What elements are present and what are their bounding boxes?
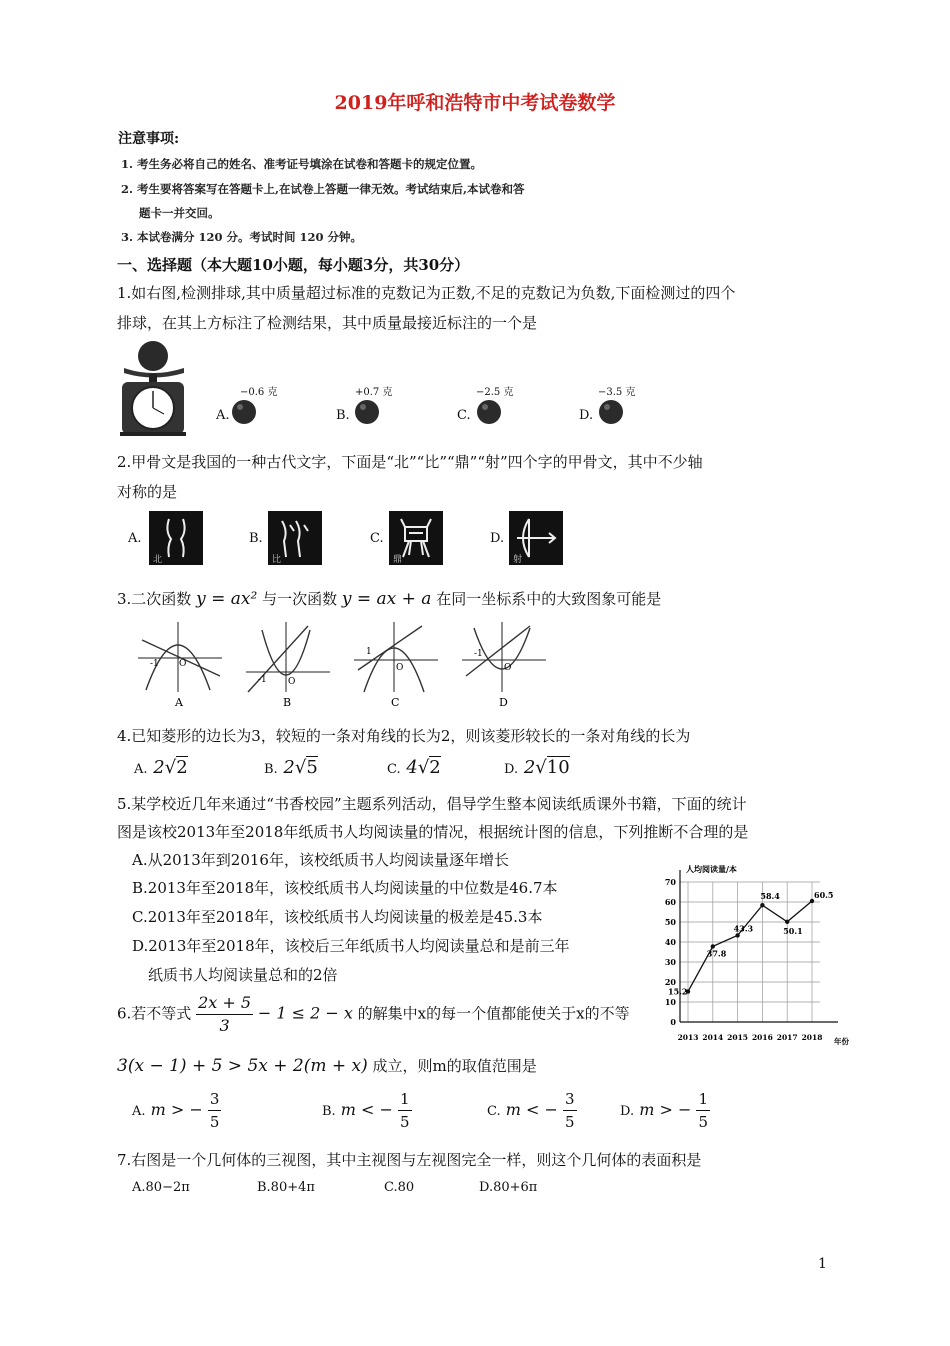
q7-option-b: B.80+4π: [257, 1180, 315, 1195]
q1-option-a-letter: A.: [216, 408, 230, 423]
chart-ytick-label: 0: [670, 1017, 676, 1027]
chart-data-label: 60.5: [814, 890, 834, 900]
page-title: 2019年呼和浩特市中考试卷数学: [334, 92, 616, 114]
scale-figure: [116, 338, 192, 438]
q3-linear: y = ax + a: [341, 589, 432, 609]
q1-ball-d-icon: [597, 398, 625, 426]
q3-label-a: A: [175, 696, 183, 709]
q6-line2-text: 成立，则m的取值范围是: [372, 1057, 537, 1075]
q6-line1: [117, 992, 630, 1037]
q3-graph-a: [136, 620, 226, 710]
oracle-bi-icon: [268, 511, 322, 565]
q2-option-c-letter: C.: [370, 531, 384, 546]
q4-option-c: C. 4√2: [387, 757, 441, 778]
q1-line1: 1.如右图,检测排球,其中质量超过标准的克数记为正数,不足的克数记为负数,下面检测过的四个: [117, 284, 736, 302]
q6-expression: 3(x − 1) + 5 > 5x + 2(m + x): [117, 1056, 368, 1076]
q6-prefix: 6.若不等式: [117, 1004, 192, 1023]
q5-line1: 5.某学校近几年来通过“书香校园”主题系列活动，倡导学生整本阅读纸质课外书籍，下面的统计: [117, 795, 747, 813]
q3-label-d: D: [499, 696, 508, 709]
q6-options: [132, 1088, 732, 1138]
chart-data-label: 15.2: [668, 986, 688, 997]
q2-char-b: 比: [272, 555, 282, 565]
chart-xlabel: 年份: [834, 1037, 849, 1046]
note-3: 3. 本试卷满分 120 分。考试时间 120 分钟。: [121, 230, 363, 244]
q1-option-d-value: −3.5 克: [598, 387, 636, 398]
q1-option-b-value: +0.7 克: [355, 387, 393, 398]
q3-mid: 与一次函数: [262, 590, 338, 608]
q1-line2: 排球，在其上方标注了检测结果，其中质量最接近标注的一个是: [117, 314, 538, 332]
q6-option-a: A. m > − $\frac{3}{5}$: [132, 1090, 220, 1131]
q1-ball-c-icon: [475, 398, 503, 426]
q6-option-d: D. m > − $\frac{1}{5}$: [620, 1090, 708, 1131]
q6-line2: [117, 1052, 537, 1080]
svg-text:-1: -1: [258, 675, 267, 685]
chart-point: [785, 920, 789, 924]
q1-option-b-letter: B.: [336, 408, 350, 423]
q3-prefix: 3.二次函数: [117, 590, 192, 608]
svg-text:-1: -1: [150, 659, 159, 669]
q6-option-b: B. m < − $\frac{1}{5}$: [322, 1090, 410, 1131]
chart-ytick-label: 50: [664, 917, 676, 927]
chart-xtick-label: 2014: [702, 1033, 724, 1042]
q2-line1: 2.甲骨文是我国的一种古代文字，下面是“北”“比”“鼎”“射”四个字的甲骨文，其中不少轴: [117, 453, 703, 471]
q1-ball-a-icon: [230, 398, 258, 426]
q1-option-c-letter: C.: [457, 408, 471, 423]
svg-text:O: O: [288, 677, 296, 687]
oracle-she-icon: [509, 511, 563, 565]
q2-char-a: 北: [153, 555, 163, 565]
svg-text:O: O: [504, 663, 512, 673]
svg-text:O: O: [179, 659, 187, 669]
chart-point: [735, 933, 739, 937]
q2-char-d: 射: [513, 555, 523, 565]
q7-text: 7.右图是一个几何体的三视图，其中主视图与左视图完全一样，则这个几何体的表面积是: [117, 1151, 702, 1169]
page-number: 1: [818, 1256, 827, 1272]
svg-text:O: O: [396, 663, 404, 673]
q1-option-a-value: −0.6 克: [240, 387, 278, 398]
note-2: 2. 考生要将答案写在答题卡上,在试卷上答题一律无效。考试结束后,本试卷和答: [121, 182, 525, 196]
chart-xtick-label: 2013: [677, 1033, 699, 1042]
q3-label-b: B: [283, 696, 292, 709]
chart-xtick-label: 2016: [751, 1033, 773, 1042]
q1-option-c-value: −2.5 克: [476, 387, 514, 398]
q5-option-a: A.从2013年到2016年，该校纸质书人均阅读量逐年增长: [132, 851, 509, 869]
q2-char-c: 鼎: [393, 555, 403, 565]
chart-ytick-label: 70: [664, 877, 676, 887]
q7-option-c: C.80: [384, 1180, 415, 1195]
chart-xtick-label: 2015: [727, 1033, 749, 1042]
notes-heading: 注意事项:: [118, 131, 180, 147]
chart-ytick-label: 20: [664, 977, 676, 987]
chart-data-label: 58.4: [760, 891, 780, 902]
q2-option-a-letter: A.: [128, 531, 142, 546]
q3-quadratic: y = ax²: [196, 589, 258, 609]
q6-inequality: − 1 ≤ 2 − x: [257, 1003, 353, 1023]
section-heading: 一、选择题（本大题10小题，每小题3分，共30分）: [117, 256, 470, 274]
q3-graph-b: [244, 620, 334, 710]
q7-option-d: D.80+6π: [479, 1180, 538, 1195]
q4-text: 4.已知菱形的边长为3，较短的一条对角线的长为2，则该菱形较长的一条对角线的长为: [117, 727, 691, 745]
q5-option-b: B.2013年至2018年，该校纸质书人均阅读量的中位数是46.7本: [132, 879, 558, 897]
q6-suffix: 的解集中x的每一个值都能使关于x的不等: [357, 1004, 630, 1023]
chart-point: [760, 903, 764, 907]
q6-fraction: $\frac{2x + 5}{3}$: [198, 993, 252, 1035]
q1-option-d-letter: D.: [579, 408, 594, 423]
q4-option-d: D. 2√10: [504, 757, 570, 778]
chart-ytick-label: 30: [664, 957, 676, 967]
q3-suffix: 在同一坐标系中的大致图象可能是: [436, 590, 662, 608]
chart-xtick-label: 2018: [801, 1033, 823, 1042]
q2-line2: 对称的是: [117, 483, 178, 501]
q3-graph-d: [460, 620, 550, 710]
chart-data-label: 43.3: [733, 923, 754, 934]
chart-ytick-label: 10: [664, 997, 676, 1007]
note-2-cont: 题卡一并交回。: [139, 206, 220, 220]
q6-option-c: C. m < − $\frac{3}{5}$: [487, 1090, 575, 1131]
chart-data-label: 50.1: [783, 925, 803, 936]
chart-data-label: 37.8: [706, 948, 727, 959]
chart-xtick-label: 2017: [776, 1033, 798, 1042]
oracle-bei-icon: [149, 511, 203, 565]
q4-option-a: A. 2√2: [134, 757, 188, 778]
q5-line2: 图是该校2013年至2018年纸质书人均阅读量的情况，根据统计图的信息，下列推断不合理的是: [117, 823, 749, 841]
q5-option-c: C.2013年至2018年，该校纸质书人均阅读量的极差是45.3本: [132, 908, 543, 926]
oracle-ding-icon: [389, 511, 443, 565]
q2-option-d-letter: D.: [490, 531, 505, 546]
q7-option-a: A.80−2π: [132, 1180, 190, 1195]
svg-text:1: 1: [366, 647, 372, 657]
note-1: 1. 考生务必将自己的姓名、准考证号填涂在试卷和答题卡的规定位置。: [121, 157, 483, 171]
q5-option-d: D.2013年至2018年，该校后三年纸质书人均阅读量总和是前三年: [132, 937, 570, 955]
chart-ytick-label: 60: [664, 897, 676, 907]
chart-title: 人均阅读量/本: [686, 864, 737, 874]
q1-ball-b-icon: [353, 398, 381, 426]
reading-chart: [652, 862, 852, 1052]
q4-option-b: B. 2√5: [264, 757, 318, 778]
q5-option-d-cont: 纸质书人均阅读量总和的2倍: [148, 966, 338, 984]
q2-option-b-letter: B.: [249, 531, 263, 546]
chart-series-line: [688, 901, 812, 992]
q3-graph-c: [352, 620, 442, 710]
svg-text:-1: -1: [474, 649, 483, 659]
q3-label-c: C: [391, 696, 400, 709]
chart-ytick-label: 40: [664, 937, 676, 947]
q3-text: [117, 585, 661, 613]
